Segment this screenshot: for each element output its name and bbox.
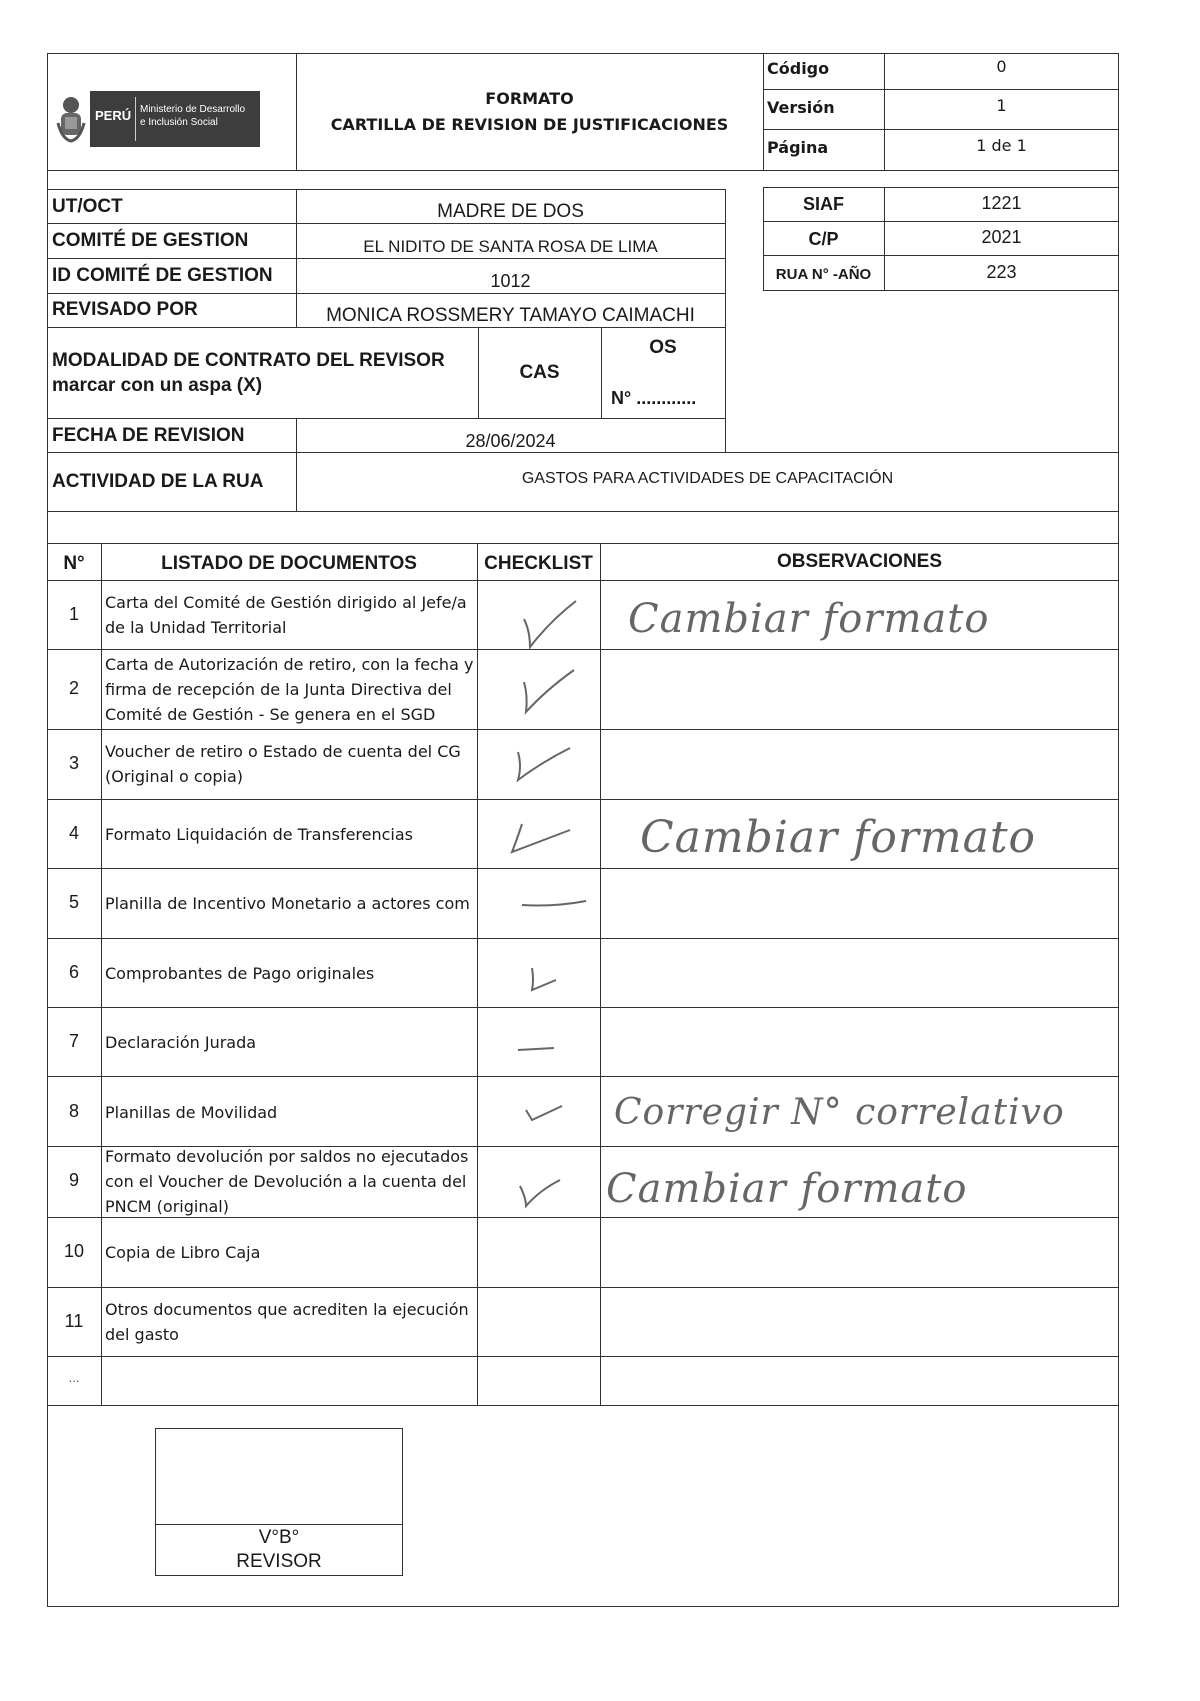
rua-label: RUA N° -AÑO [775,266,872,283]
revisado-label: REVISADO POR [52,299,198,320]
form-title-line2: CARTILLA DE REVISION DE JUSTIFICACIONES [330,115,729,134]
comite-label: COMITÉ DE GESTION [52,230,249,251]
row-num-5: 5 [68,892,79,912]
obs-handwritten-1: Cambiar formato [628,596,990,642]
check-mark-7 [514,1040,558,1056]
check-mark-8 [522,1100,566,1126]
check-mark-1 [520,597,584,651]
doc-text-5: Planilla de Incentivo Monetario a actores com [105,894,470,913]
logo-ministry-line2: e Inclusión Social [140,117,218,128]
col-header-num: N° [63,553,85,574]
form-title-line1: FORMATO [485,89,574,108]
doc-text-6: Comprobantes de Pago originales [105,964,375,983]
check-mark-4 [508,812,578,858]
siaf-label: SIAF [802,194,844,214]
row-num-2: 2 [68,678,79,698]
logo-country: PERÚ [95,108,132,123]
revisado-value: MONICA ROSSMERY TAMAYO CAIMACHI [326,305,695,326]
check-mark-9 [516,1176,564,1210]
check-mark-3 [512,742,574,786]
check-mark-6 [526,964,562,994]
ut-oct-value: MADRE DE DOS [437,201,584,222]
row-num-6: 6 [68,962,79,982]
id-comite-value: 1012 [490,271,531,291]
meta-value-version: 1 [996,96,1007,115]
doc-text-7: Declaración Jurada [105,1033,257,1052]
os-number: N° ............ [611,388,697,408]
col-header-checklist: CHECKLIST [484,553,593,574]
meta-value-pagina: 1 de 1 [976,136,1027,155]
logo-ministry-line1: Ministerio de Desarrollo [140,104,246,115]
row-num-4: 4 [68,823,79,843]
row-num-8: 8 [68,1101,79,1121]
logo-band [90,91,260,147]
doc-text-3: Voucher de retiro o Estado de cuenta del CG (Original o copia) [105,742,461,786]
ministry-logo [56,91,261,145]
cp-label: C/P [808,229,839,249]
os-option: OS [649,337,677,358]
obs-handwritten-9: Cambiar formato [606,1166,968,1212]
form-title [296,86,763,138]
obs-handwritten-4: Cambiar formato [640,812,1037,863]
meta-value-codigo: 0 [996,57,1007,76]
coat-of-arms-icon [56,93,86,143]
ut-oct-label: UT/OCT [52,196,123,217]
doc-text-9: Formato devolución por saldos no ejecutados con el Voucher de Devolución a la cuenta del PNCM (original) [105,1147,469,1216]
fecha-value: 28/06/2024 [465,431,556,451]
doc-text-1: Carta del Comité de Gestión dirigido al Jefe/a de la Unidad Territorial [105,593,467,637]
doc-text-10: Copia de Libro Caja [105,1243,261,1262]
doc-text-8: Planillas de Movilidad [105,1103,278,1122]
row-num-1: 1 [68,604,79,624]
check-mark-2 [518,664,580,716]
rua-value: 223 [986,262,1017,282]
row-num-9: 9 [68,1170,79,1190]
row-num-11: 11 [64,1311,84,1331]
col-header-docs: LISTADO DE DOCUMENTOS [161,553,417,574]
signature-revisor: REVISOR [236,1551,322,1572]
id-comite-label: ID COMITÉ DE GESTION [52,265,273,286]
doc-text-2: Carta de Autorización de retiro, con la fecha y firma de recepción de la Junta Directiva del Comité de Gestión - Se genera en el SGD [105,655,474,724]
doc-text-11: Otros documentos que acrediten la ejecución del gasto [105,1300,469,1344]
actividad-value: GASTOS PARA ACTIVIDADES DE CAPACITACIÓN [521,470,894,487]
doc-text-4: Formato Liquidación de Transferencias [105,825,414,844]
row-num-ellipsis: ... [68,1370,80,1385]
signature-vb: V°B° [258,1527,300,1548]
actividad-label: ACTIVIDAD DE LA RUA [52,471,264,492]
check-mark-5 [518,895,590,911]
meta-label-pagina: Página [767,138,829,157]
row-num-3: 3 [68,753,79,773]
modalidad-label-line2: marcar con un aspa (X) [52,375,263,396]
meta-label-codigo: Código [767,59,830,78]
cas-option: CAS [519,362,560,383]
fecha-label: FECHA DE REVISION [52,425,245,446]
siaf-value: 1221 [981,193,1022,213]
modalidad-label-line1: MODALIDAD DE CONTRATO DEL REVISOR [52,350,445,371]
obs-handwritten-8: Corregir N° correlativo [614,1092,1065,1133]
row-num-7: 7 [68,1031,79,1051]
cp-value: 2021 [981,227,1022,247]
comite-value: EL NIDITO DE SANTA ROSA DE LIMA [363,237,658,256]
col-header-observaciones: OBSERVACIONES [776,551,943,572]
meta-label-version: Versión [767,98,835,117]
row-num-10: 10 [63,1241,85,1261]
